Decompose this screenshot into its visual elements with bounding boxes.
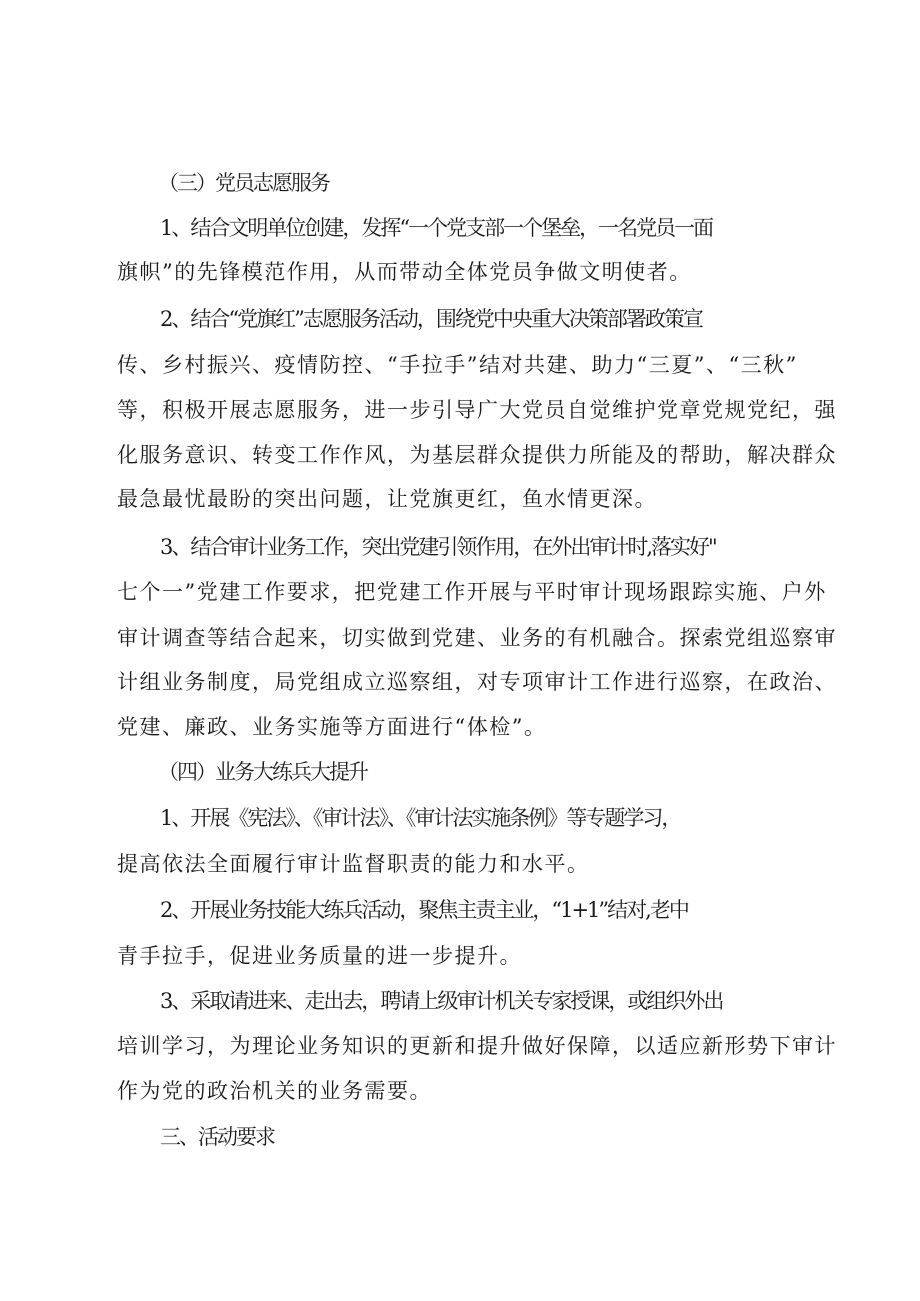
paragraph-line: 作为党的政治机关的业务需要。 bbox=[117, 1079, 432, 1103]
section-heading-business-training: （四）业务大练兵大提升 bbox=[158, 760, 367, 784]
paragraph-line: 2、结合“党旗红”志愿服务活动，围绕党中央重大决策部署政策宣 bbox=[160, 307, 702, 331]
paragraph-line: 3、采取请进来、走出去，聘请上级审计机关专家授课，或组织外出 bbox=[160, 989, 723, 1013]
paragraph-line: 传、乡村振兴、疫情防控、“手拉手”结对共建、助力“三夏”、“三秋” bbox=[117, 353, 798, 377]
paragraph-line: 审计调查等结合起来，切实做到党建、业务的有机融合。探索党组巡察审 bbox=[117, 626, 837, 650]
paragraph-line: 3、结合审计业务工作，突出党建引领作用，在外出审计时,落实好" bbox=[160, 535, 716, 559]
paragraph-line: 等，积极开展志愿服务，进一步引导广大党员自觉维护党章党规党纪，强 bbox=[117, 398, 837, 422]
paragraph-line: 最急最忧最盼的突出问题，让党旗更红，鱼水情更深。 bbox=[117, 487, 657, 511]
section-heading-party-volunteer: （三）党员志愿服务 bbox=[158, 171, 329, 195]
paragraph-line: 提高依法全面履行审计监督职责的能力和水平。 bbox=[117, 852, 590, 876]
section-heading-activity-requirements: 三、活动要求 bbox=[160, 1125, 274, 1149]
paragraph-line: 旗帜”的先锋模范作用，从而带动全体党员争做文明使者。 bbox=[117, 260, 692, 284]
paragraph-line: 计组业务制度，局党组成立巡察组，对专项审计工作进行巡察，在政治、 bbox=[117, 670, 837, 694]
paragraph-line: 青手拉手，促进业务质量的进一步提升。 bbox=[117, 944, 522, 968]
paragraph-line: 2、开展业务技能大练兵活动，聚焦主责主业，“1+1”结对,老中 bbox=[160, 898, 688, 922]
paragraph-line: 化服务意识、转变工作作风，为基层群众提供力所能及的帮助，解决群众 bbox=[117, 443, 837, 467]
paragraph-line: 1、开展《宪法》、《审计法》、《审计法实施条例》等专题学习， bbox=[160, 806, 681, 830]
paragraph-line: 党建、廉政、业务实施等方面进行“体检”。 bbox=[117, 715, 547, 739]
paragraph-line: 七个一”党建工作要求，把党建工作开展与平时审计现场跟踪实施、户外 bbox=[117, 580, 827, 604]
paragraph-line: 培训学习，为理论业务知识的更新和提升做好保障，以适应新形势下审计 bbox=[117, 1034, 837, 1058]
paragraph-line: 1、结合文明单位创建，发挥“一个党支部一个堡垒，一名党员一面 bbox=[160, 216, 713, 240]
